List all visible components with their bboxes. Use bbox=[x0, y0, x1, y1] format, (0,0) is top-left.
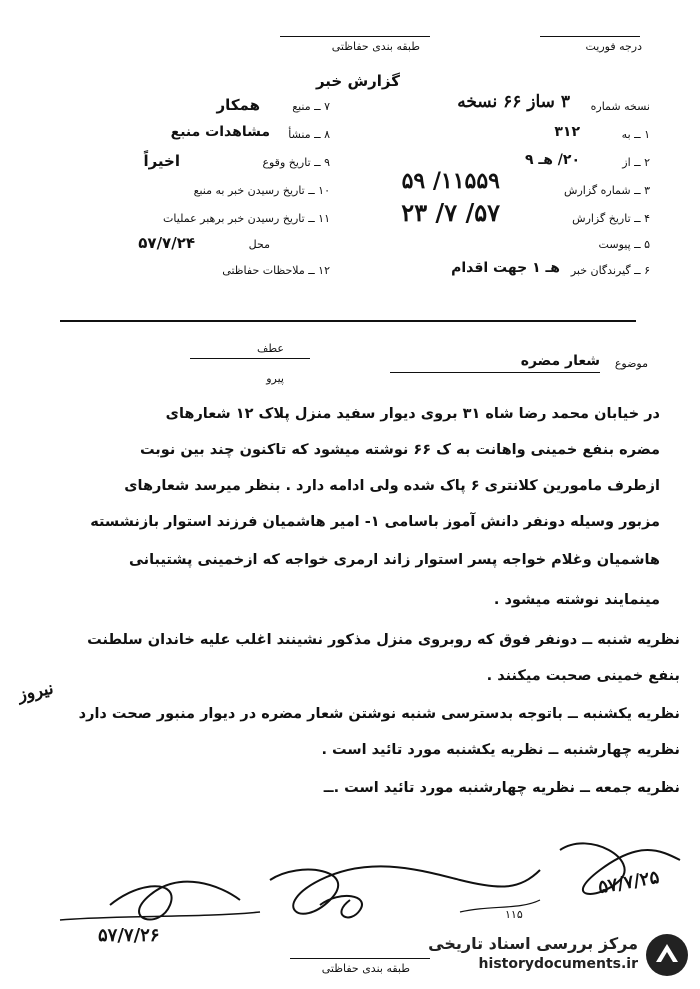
body-line-4: مزبور وسیله دونفر دانش آموز باسامی ۱- امیر هاشمیان فرزند استوار بازنشسته bbox=[90, 514, 660, 530]
field-label-report-number: ۳ ــ شماره گزارش bbox=[564, 184, 650, 197]
opinion-wednesday: نظریه چهارشنبه ــ نظریه یکشنبه مورد تائید است . bbox=[321, 742, 680, 758]
body-line-6: مینمایند نوشته میشود . bbox=[493, 592, 660, 608]
signature-center-2 bbox=[320, 896, 362, 917]
field-value-copy-number: ۳ ساز ۶۶ نسخه bbox=[457, 92, 570, 112]
field-value-report-date: ۵۷/ ۷/ ۲۳ bbox=[401, 198, 500, 227]
signature-date-right: ۵۷/۷/۲۵ bbox=[596, 866, 661, 899]
footer-classification: طبقه بندی حفاظتی bbox=[321, 962, 410, 975]
field-label-date-received-source: ۱۰ ــ تاریخ رسیدن خبر به منبع bbox=[193, 184, 330, 197]
signature-line-left bbox=[60, 912, 260, 920]
field-value-origin: مشاهدات منبع bbox=[170, 124, 270, 140]
field-label-security-notes: ۱۲ ــ ملاحظات حفاظتی bbox=[222, 264, 330, 277]
subject-value: شعار مضره bbox=[520, 353, 600, 369]
atf-label: عطف bbox=[257, 342, 284, 355]
field-label-report-date: ۴ ــ تاریخ گزارش bbox=[572, 212, 650, 225]
opinion-sunday: نظریه یکشنبه ــ باتوجه بدسترسی شنبه نوشتن شعار مضره در دیوار منبور صحت دارد bbox=[78, 706, 680, 722]
opinion-saturday: نظریه شنبه ــ دونفر فوق که روبروی منزل مذکور نشینند اغلب علیه خاندان سلطنت bbox=[87, 632, 680, 648]
field-value-event-date: اخیراً bbox=[143, 152, 180, 170]
peyro-label: پیرو bbox=[266, 372, 284, 385]
classification-label: طبقه بندی حفاظتی bbox=[331, 40, 420, 53]
watermark bbox=[420, 930, 690, 980]
body-line-1: در خیابان محمد رضا شاه ۳۱ بروی دیوار سفید منزل پلاک ۱۲ شعارهای bbox=[165, 406, 660, 422]
signature-left bbox=[110, 882, 240, 920]
field-label-origin: ۸ ــ منشأ bbox=[288, 128, 330, 141]
body-line-2: مضره بنفع خمینی واهانت به ک ۶۶ نوشته میشود که تاکنون چند بین نوبت bbox=[139, 442, 660, 458]
subject-label: موضوع bbox=[614, 357, 648, 370]
field-value-to: ۳۱۲ bbox=[554, 124, 580, 140]
watermark-logo-icon bbox=[644, 932, 690, 978]
footer-line bbox=[290, 958, 430, 959]
field-label-source: ۷ ــ منبع bbox=[292, 100, 330, 113]
field-label-from: ۲ ــ از bbox=[622, 156, 650, 169]
signature-center bbox=[270, 866, 540, 913]
signature-bottom-right bbox=[460, 900, 540, 912]
field-value-location-date: ۵۷/۷/۲۴ bbox=[138, 234, 195, 252]
priority-label: درجه فوریت bbox=[585, 40, 642, 53]
signature-date-left: ۵۷/۷/۲۶ bbox=[98, 925, 160, 946]
body-line-3: ازطرف مامورین کلانتری ۶ پاک شده ولی ادامه دارد . بنظر میرسد شعارهای bbox=[124, 478, 660, 494]
field-label-to: ۱ ــ به bbox=[621, 128, 650, 141]
opinion-friday: نظریه جمعه ــ نظریه چهارشنبه مورد تائید است .ــ bbox=[323, 780, 680, 796]
field-value-source: همکار bbox=[216, 96, 260, 114]
field-value-from: ۲۰/ هـ ۹ bbox=[525, 152, 580, 168]
field-value-report-number: ۱۱۵۵۹/ ۵۹ bbox=[401, 168, 500, 194]
field-label-event-date: ۹ ــ تاریخ وقوع bbox=[262, 156, 330, 169]
watermark-title: مرکز بررسی اسناد تاریخی bbox=[428, 934, 638, 953]
opinion-saturday-cont: بنفع خمینی صحبت میکنند . bbox=[486, 668, 680, 684]
field-value-recipients: هـ ۱ جهت اقدام bbox=[451, 260, 560, 276]
body-line-5: هاشمیان وغلام خواجه پسر استوار زاند ارمری خواجه که ازخمینی پشتیبانی bbox=[128, 552, 660, 568]
field-label-recipients: ۶ ــ گیرندگان خبر bbox=[570, 264, 650, 277]
signature-number: ۱۱۵ bbox=[505, 908, 523, 921]
field-label-date-received-ops: ۱۱ ــ تاریخ رسیدن خبر برهبر عملیات bbox=[163, 212, 330, 225]
field-label-attachment: ۵ ــ پیوست bbox=[598, 238, 650, 251]
watermark-url: historydocuments.ir bbox=[478, 956, 638, 972]
field-label-copy-number: نسخه شماره bbox=[590, 100, 650, 113]
field-label-location: محل bbox=[248, 238, 270, 251]
margin-note: نیروز bbox=[16, 678, 56, 706]
page-title: گزارش خبر bbox=[315, 72, 400, 90]
